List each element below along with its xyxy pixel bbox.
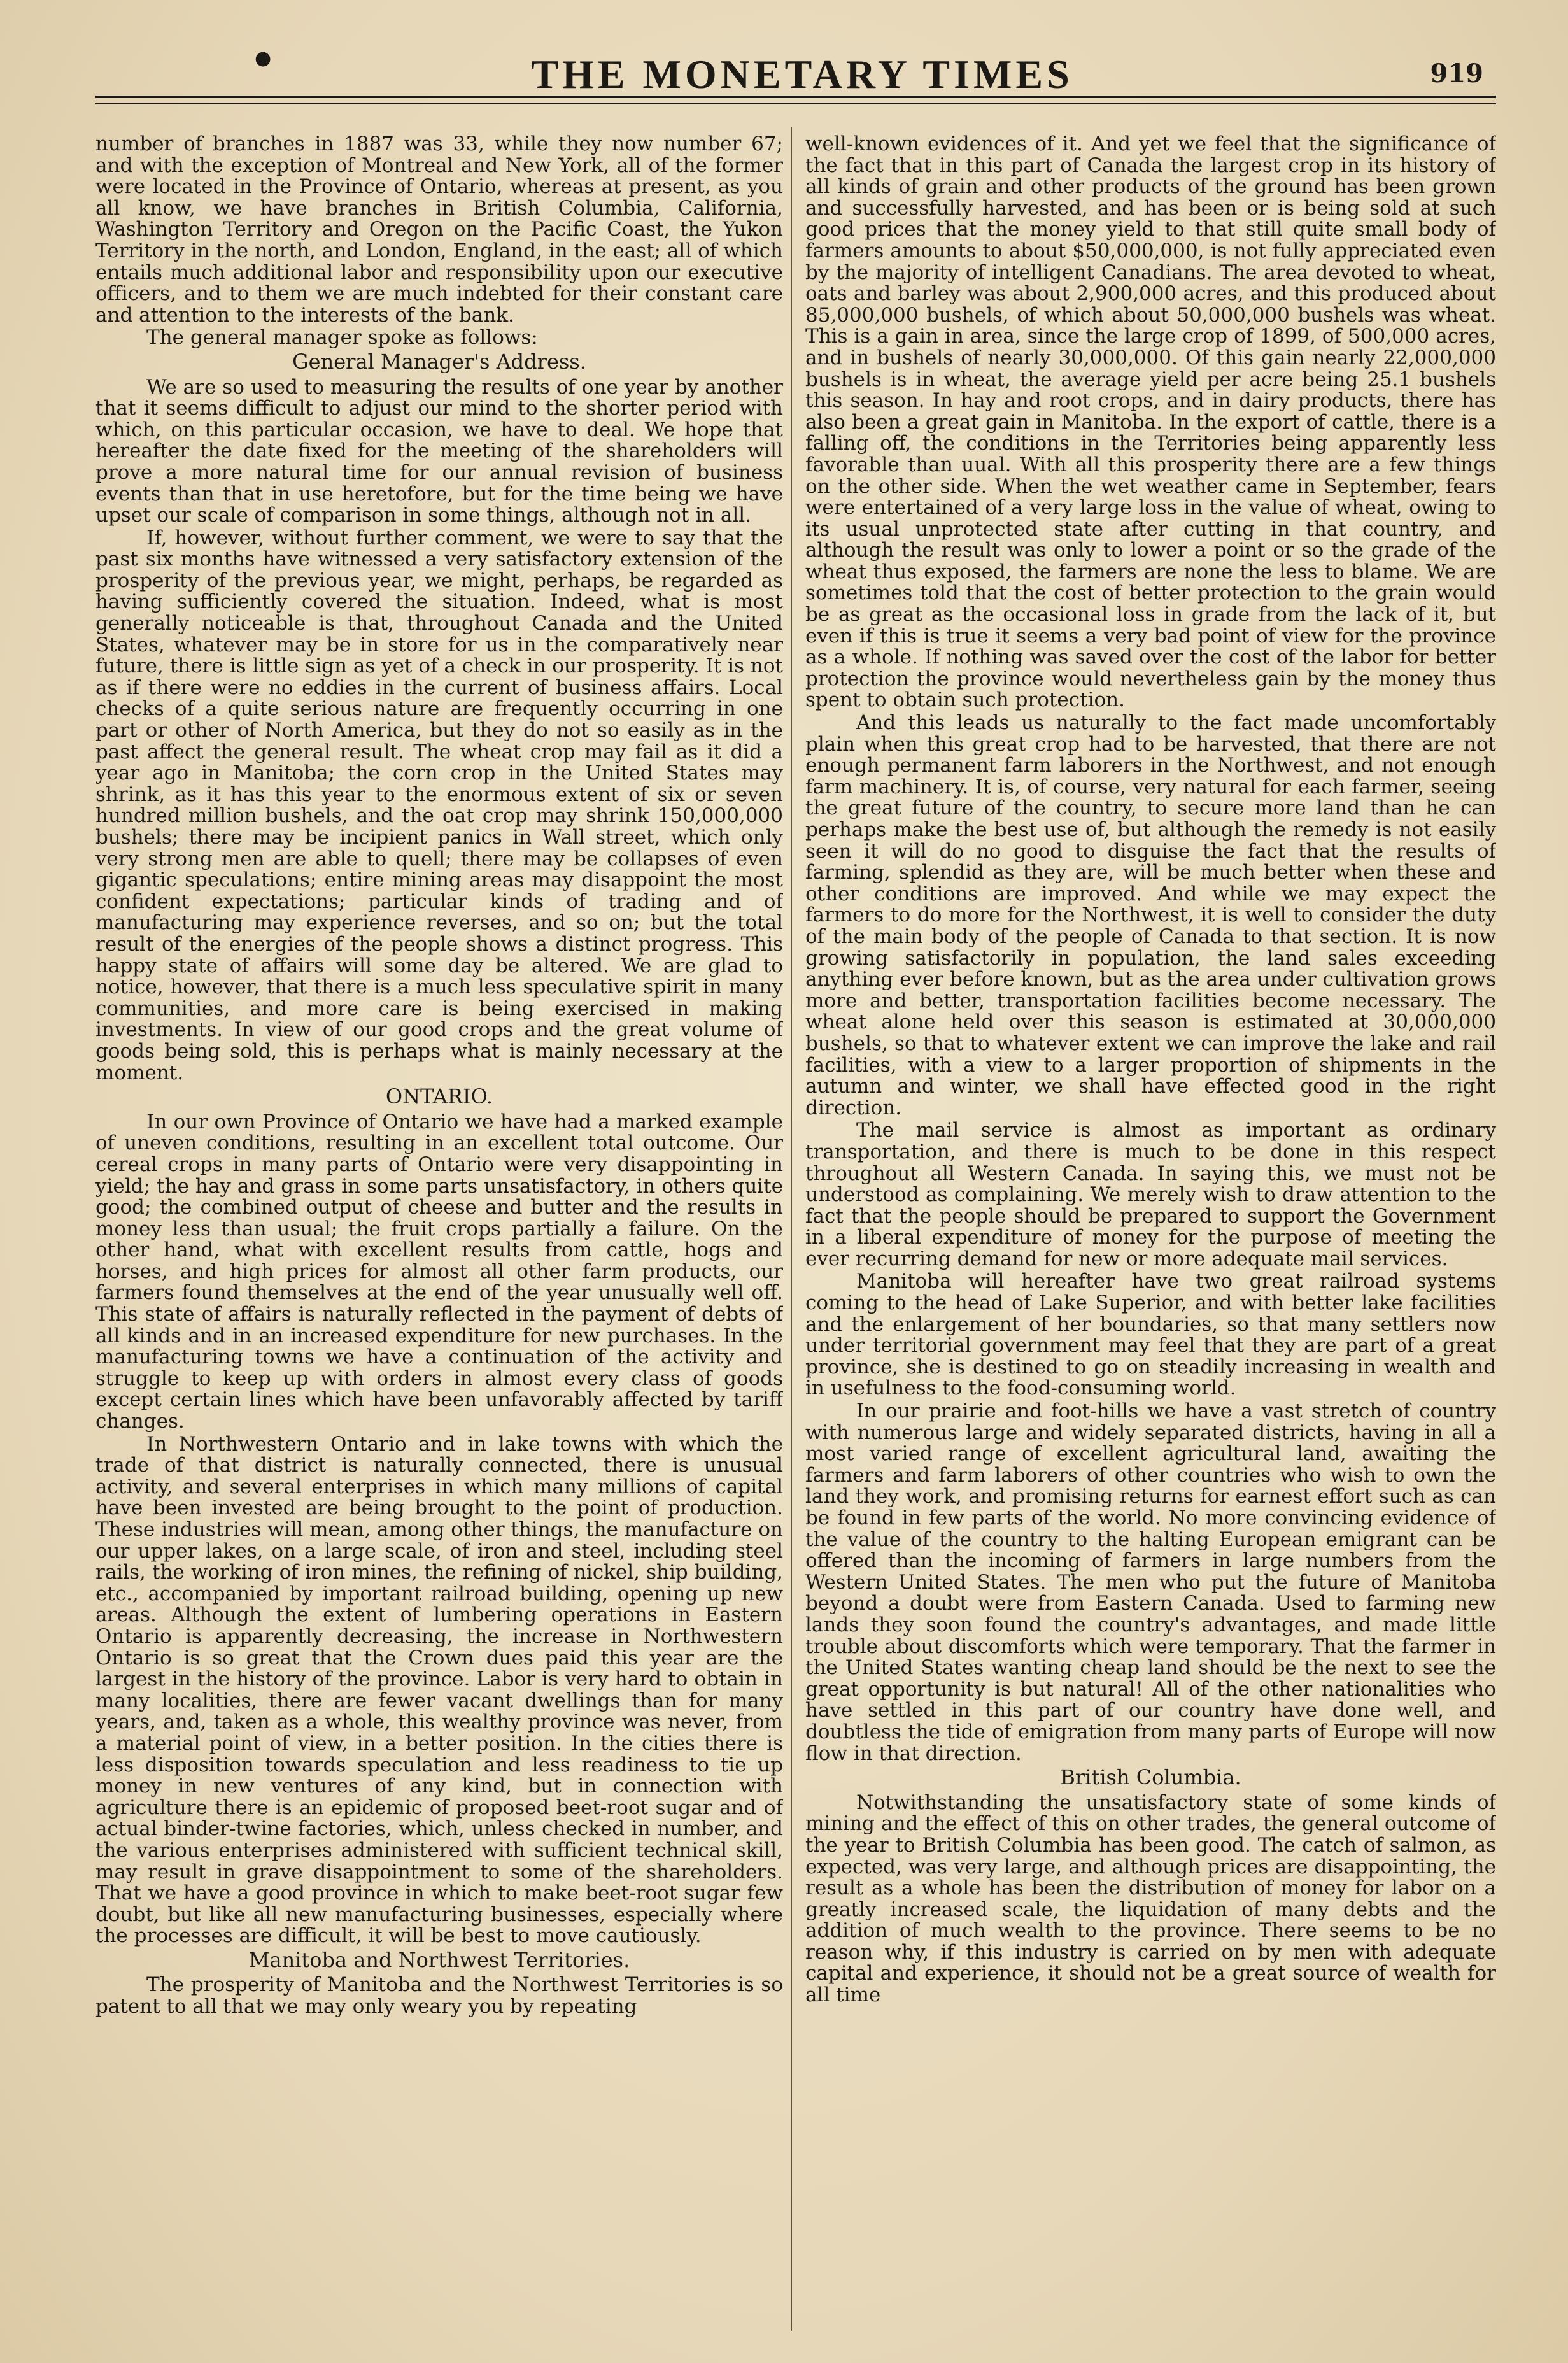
paragraph: The mail service is almost as important as ordinary transportation, and there is much to be done in this respect throughout all Western Canada. In saying this, we must not be understood as complaining. We merely wish to draw attention to the fact that the people should be prepared to support the Government in a liberal expenditure of money for the purpose of meeting the ever recurring demand for new or more adequate mail services. — [805, 1119, 1496, 1270]
column-divider — [791, 127, 792, 2331]
header-rule-thin — [95, 103, 1496, 104]
paragraph: If, however, without further comment, we were to say that the past six months have witnessed a very satisfactory extension of the prosperity of the previous year, we might, perhaps, be regarded as having sufficiently covered the situation. Indeed, what is most generally noticeable is that, throughout Canada and the United States, whatever may be in store for us in the comparatively near future, there is little sign as yet of a check in our prosperity. It is not as if there were no eddies in the current of business affairs. Local checks of a quite serious nature are frequently occurring in one part or other of North America, but they do not so easily as in the past affect the general result. The wheat crop may fail as it did a year ago in Manitoba; the corn crop in the United States may shrink, as it has this year to the enormous extent of six or seven hundred million bushels, and the oat crop may shrink 150,000,000 bushels; there may be incipient panics in Wall street, which only very strong men are able to quell; there may be collapses of even gigantic speculations; entire mining areas may disappoint the most confident expectations; particular kinds of trading and of manufacturing may experience reverses, and so on; but the total result of the energies of the people shows a distinct progress. This happy state of affairs will some day be altered. We are glad to notice, however, that there is a much less speculative spirit in many communities, and more care is being exercised in making investments. In view of our good crops and the great volume of goods being sold, this is perhaps what is mainly necessary at the moment. — [95, 526, 783, 1084]
paragraph: In our prairie and foot-hills we have a vast stretch of country with numerous large and widely separated districts, having in all a most varied range of excellent agricultural land, awaiting the farmers and farm laborers of other countries who wish to own the land they work, and promising returns for earnest effort such as can be found in few parts of the world. No more convincing evidence of the value of the country to the halting European emigrant can be offered than the incoming of farmers in large numbers from the Western United States. The men who put the future of Manitoba beyond a doubt were from Eastern Canada. Used to farming new lands they soon found the country's advantages, and made little trouble about discomforts which were temporary. That the farmer in the United States wanting cheap land should be the next to see the great opportunity is but natural! All of the other nationalities who have settled in this part of our country have done well, and doubtless the tide of emigration from many parts of Europe will now flow in that direction. — [805, 1400, 1496, 1765]
paragraph: Manitoba will hereafter have two great railroad systems coming to the head of Lake Superior, and with better lake facilities and the enlargement of her boundaries, so that many settlers now under territorial government may feel that they are part of a great province, she is destined to go on steadily increasing in wealth and in usefulness to the food-consuming world. — [805, 1270, 1496, 1400]
ink-dot: ● — [255, 47, 272, 69]
paragraph: well-known evidences of it. And yet we feel that the significance of the fact that in this part of Canada the largest crop in its history of all kinds of grain and other products of the ground has been grown and successfully harvested, and has been or is being sold at such good prices that the money yield to that still quite small body of farmers amounts to about $50,000,000, is not fully appreciated even by the majority of intelligent Canadians. The area devoted to wheat, oats and barley was about 2,900,000 acres, and this produced about 85,000,000 bushels, of which about 50,000,000 bushels was wheat. This is a gain in area, since the large crop of 1899, of 500,000 acres, and in bushels of nearly 30,000,000. Of this gain nearly 22,000,000 bushels is in wheat, the average yield per acre being 25.1 bushels this season. In hay and root crops, and in dairy products, there has also been a great gain in Manitoba. In the export of cattle, there is a falling off, the conditions in the Territories being apparently less favorable than uual. With all this prosperity there are a few things on the other side. When the wet weather came in September, fears were entertained of a very large loss in the value of wheat, owing to its usual unprotected state after cutting in that country, and although the result was only to lower a point or so the grade of the wheat thus exposed, the farmers are none the less to blame. We are sometimes told that the cost of better protection to the grain would be as great as the occasional loss in grade from the lack of it, but even if this is true it seems a very bad point of view for the province as a whole. If nothing was saved over the cost of the labor for better protection the province would nevertheless gain by the money thus spent to obtain such protection. — [805, 134, 1496, 712]
section-heading: British Columbia. — [1060, 1765, 1241, 1790]
left-column — [95, 134, 783, 2331]
masthead — [95, 45, 1509, 102]
paragraph: In our own Province of Ontario we have had a marked example of uneven conditions, resulting in an excellent total outcome. Our cereal crops in many parts of Ontario were very disappointing in yield; the hay and grass in some parts unsatisfactory, in others quite good; the combined output of cheese and butter and the results in money less than usual; the fruit crops partially a failure. On the other hand, what with excellent results from cattle, hogs and horses, and high prices for almost all other farm products, our farmers found themselves at the end of the year unusually well off. This state of affairs is naturally reflected in the payment of debts of all kinds and in an increased expenditure for new purchases. In the manufacturing towns we have a continuation of the activity and struggle to keep up with orders in almost every class of goods except certain lines which have been unfavorably affected by tariff changes. — [95, 1110, 783, 1433]
right-column — [805, 134, 1496, 2331]
paragraph: Notwithstanding the unsatisfactory state of some kinds of mining and the effect of this on other trades, the general outcome of the year to British Columbia has been good. The catch of salmon, as expected, was very large, and although prices are disappointing, the result as a whole has been the distribution of money for labor on a greatly increased scale, the liquidation of many debts and the addition of much wealth to the province. There seems to be no reason why, if this industry is carried on by men with adequate capital and experience, it should not be a great source of wealth for all time — [805, 1791, 1496, 2007]
publication-title: THE MONETARY TIMES — [531, 52, 1073, 97]
paragraph: number of branches in 1887 was 33, while they now number 67; and with the exception of Montreal and New York, all of the former were located in the Province of Ontario, whereas at present, as you all know, we have branches in British Columbia, California, Washington Territory and Oregon on the Pacific Coast, the Yukon Territory in the north, and London, England, in the east; all of which entails much additional labor and responsibility upon our executive officers, and to them we are much indebted for their constant care and attention to the interests of the bank. — [95, 134, 783, 327]
section-heading: Manitoba and Northwest Territories. — [248, 1947, 630, 1972]
paragraph: We are so used to measuring the results of one year by another that it seems difficult to adjust our mind to the shorter period with which, on this particular occasion, we have to deal. We hope that hereafter the date fixed for the meeting of the shareholders will prove a more natural time for our annual revision of business events than that in use heretofore, but for the time being we have upset our scale of comparison in some things, although not in all. — [95, 375, 783, 527]
section-heading: General Manager's Address. — [292, 349, 586, 374]
section-heading: ONTARIO. — [385, 1084, 493, 1109]
page-number: 919 — [1430, 59, 1483, 89]
paragraph: The general manager spoke as follows: — [146, 326, 538, 350]
paragraph: The prosperity of Manitoba and the Northwest Territories is so patent to all that we may only weary you by repeating — [95, 1973, 783, 2019]
header-rule-thick — [95, 96, 1496, 98]
paragraph: In Northwestern Ontario and in lake towns with which the trade of that district is naturally connected, there is unusual activity, and several enterprises in which many millions of capital have been invested are being brought to the point of production. These industries will mean, among other things, the manufacture on our upper lakes, on a large scale, of iron and steel, including steel rails, the working of iron mines, the refining of nickel, ship building, etc., accompanied by important railroad building, opening up new areas. Although the extent of lumbering operations in Eastern Ontario is apparently decreasing, the increase in Northwestern Ontario is so great that the Crown dues paid this year are the largest in the history of the province. Labor is very hard to obtain in many localities, there are fewer vacant dwellings than for many years, and, taken as a whole, this wealthy province was never, from a material point of view, in a better position. In the cities there is less disposition towards speculation and less readiness to tie up money in new ventures of any kind, but in connection with agriculture there is an epidemic of proposed beet-root sugar and of actual binder-twine factories, which, unless checked in number, and the various enterprises administered with sufficient technical skill, may result in grave disappointment to some of the shareholders. That we have a good province in which to make beet-root sugar few doubt, but like all new manufacturing businesses, especially where the processes are difficult, it will be best to move cautiously. — [95, 1432, 783, 1948]
paragraph: And this leads us naturally to the fact made uncomfortably plain when this great crop had to be harvested, that there are not enough permanent farm laborers in the Northwest, and not enough farm machinery. It is, of course, very natural for each farmer, seeing the great future of the country, to secure more land than he can perhaps make the best use of, but although the remedy is not easily seen it will do no good to disguise the fact that the results of farming, splendid as they are, will be much better when these and other conditions are improved. And while we may expect the farmers to do more for the Northwest, it is well to consider the duty of the main body of the people of Canada to that section. It is now growing satisfactorily in population, the land sales exceeding anything ever before known, but as the area under cultivation grows more and better, transportation facilities become necessary. The wheat alone held over this season is estimated at 30,000,000 bushels, so that to whatever extent we can improve the lake and rail facilities, with a view to a larger proportion of shipments in the autumn and winter, we shall have effected good in the right direction. — [805, 711, 1496, 1119]
